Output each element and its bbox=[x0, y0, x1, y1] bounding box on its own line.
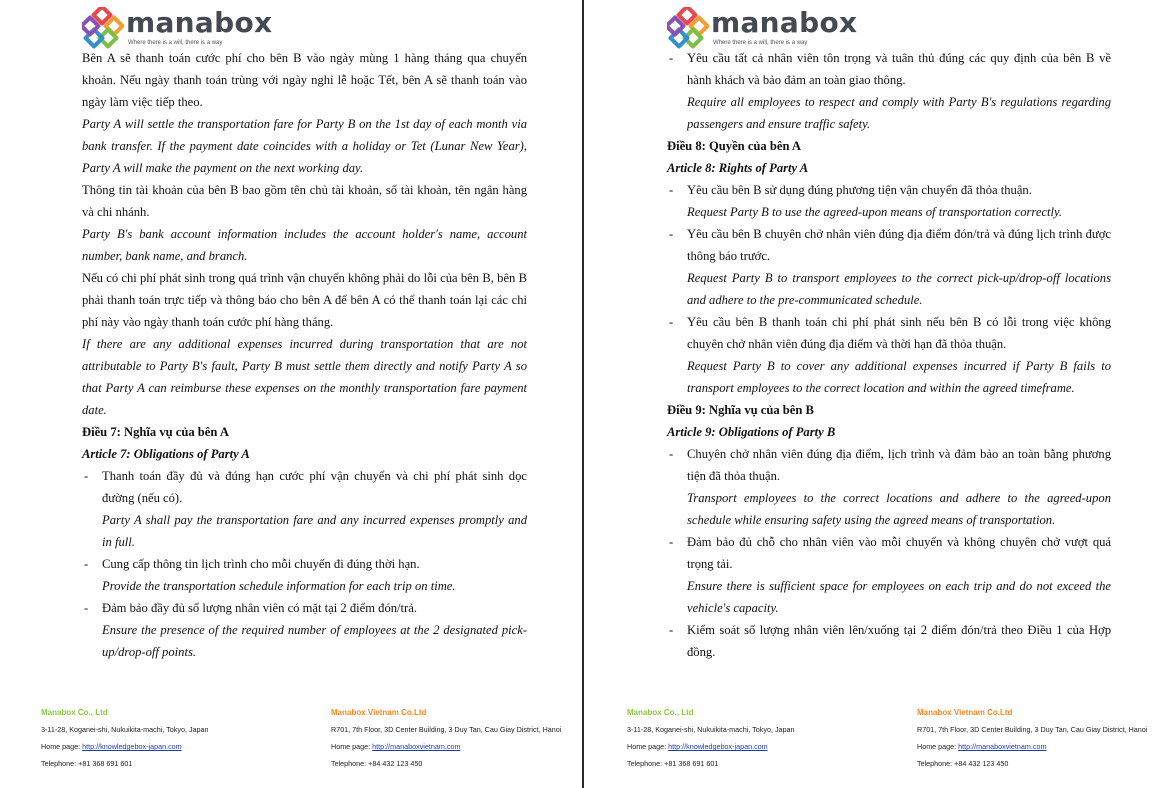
manabox-logo-icon bbox=[82, 7, 124, 49]
document-page-left bbox=[0, 0, 582, 788]
article-heading-vietnamese: Điều 7: Nghĩa vụ của bên A bbox=[82, 425, 229, 439]
list-item-vietnamese: Chuyên chở nhân viên đúng địa điểm, lịch trình và đảm bảo an toàn bằng phương tiện đã thỏa thuận. bbox=[687, 447, 1111, 483]
list-bullet-dash: - bbox=[84, 469, 89, 483]
article-heading-english: Article 7: Obligations of Party A bbox=[82, 447, 250, 461]
homepage-link[interactable]: http://manaboxvietnam.com bbox=[372, 742, 461, 751]
list-item-vietnamese: Yêu cầu tất cả nhân viên tôn trọng và tuân thủ đúng các quy định của bên B về hành khách và bảo đảm an toàn giao thông. bbox=[687, 51, 1111, 87]
logo-tagline: Where there is a will, there is a way bbox=[713, 40, 808, 46]
footer-japan-office bbox=[41, 708, 301, 776]
company-address: 3-11-28, Koganei-shi, Nukuikita-machi, Tokyo, Japan bbox=[627, 725, 795, 734]
list-item bbox=[667, 223, 1111, 311]
list-bullet-dash: - bbox=[669, 447, 674, 461]
left-page-body bbox=[82, 47, 527, 663]
manabox-logo bbox=[82, 7, 282, 49]
footer-vietnam-office bbox=[331, 708, 576, 776]
article-heading-english: Article 8: Rights of Party A bbox=[667, 161, 809, 175]
homepage-link[interactable]: http://manaboxvietnam.com bbox=[958, 742, 1047, 751]
homepage-link[interactable]: http://knowledgebox-japan.com bbox=[668, 742, 768, 751]
list-item bbox=[82, 597, 527, 663]
list-item-english: Request Party B to cover any additional expenses incurred if Party B fails to transport employees to the correct location and within the agreed timeframe. bbox=[687, 359, 1111, 395]
company-homepage bbox=[917, 742, 1157, 751]
list-item bbox=[82, 553, 527, 597]
list-item-vietnamese: Cung cấp thông tin lịch trình cho mỗi chuyến đi đúng thời hạn. bbox=[102, 557, 420, 571]
list-item-english: Provide the transportation schedule information for each trip on time. bbox=[102, 579, 456, 593]
list-item bbox=[667, 619, 1111, 663]
company-phone: Telephone: +81 368 691 601 bbox=[41, 759, 133, 768]
list-item-vietnamese: Đảm bảo đủ chỗ cho nhân viên vào mỗi chuyến và không chuyên chở vượt quá trọng tải. bbox=[687, 535, 1111, 571]
logo-wordmark: manabox bbox=[711, 6, 858, 39]
manabox-logo-icon bbox=[667, 7, 709, 49]
list-item-vietnamese: Yêu cầu bên B thanh toán chi phí phát sinh nếu bên B có lỗi trong việc không chuyên chở nhân viên đúng địa điểm và thời hạn đã thỏa thuận. bbox=[687, 315, 1111, 351]
list-item-english: Request Party B to use the agreed-upon means of transportation correctly. bbox=[687, 205, 1063, 219]
list-bullet-dash: - bbox=[669, 535, 674, 549]
list-bullet-dash: - bbox=[669, 227, 674, 241]
homepage-label: Home page: bbox=[917, 742, 959, 751]
company-homepage bbox=[627, 742, 887, 751]
paragraph-vietnamese: Nếu có chi phí phát sinh trong quá trình vận chuyển không phải do lỗi của bên B, bên B phải thanh toán trực tiếp và thông báo cho bên A để bên A có thể thanh toán lại các chi phí này vào ngày thanh toán cước phí hàng tháng. bbox=[82, 271, 527, 329]
footer-japan-office bbox=[627, 708, 887, 776]
list-bullet-dash: - bbox=[669, 315, 674, 329]
homepage-label: Home page: bbox=[331, 742, 373, 751]
footer-vietnam-office bbox=[917, 708, 1157, 776]
company-phone: Telephone: +84 432 123 450 bbox=[917, 759, 1009, 768]
paragraph-english: If there are any additional expenses incurred during transportation that are not attributable to Party B's fault, Party B must settle them directly and notify Party A so that Party A can reimburse these expenses on the monthly transportation fare payment date. bbox=[82, 337, 527, 417]
homepage-link[interactable]: http://knowledgebox-japan.com bbox=[82, 742, 182, 751]
list-item-english: Ensure the presence of the required number of employees at the 2 designated pick-up/drop-off points. bbox=[102, 623, 527, 659]
company-homepage bbox=[41, 742, 301, 751]
homepage-label: Home page: bbox=[41, 742, 83, 751]
company-phone: Telephone: +81 368 691 601 bbox=[627, 759, 719, 768]
list-item-vietnamese: Đảm bảo đầy đủ số lượng nhân viên có mặt tại 2 điểm đón/trả. bbox=[102, 601, 417, 615]
list-item-vietnamese: Thanh toán đầy đủ và đúng hạn cước phí vận chuyển và chi phí phát sinh dọc đường (nếu có). bbox=[102, 469, 527, 505]
right-page-body bbox=[667, 47, 1111, 663]
homepage-label: Home page: bbox=[627, 742, 669, 751]
list-item bbox=[667, 311, 1111, 399]
logo-wordmark: manabox bbox=[126, 6, 273, 39]
company-name: Manabox Co., Ltd bbox=[627, 708, 694, 717]
list-item-vietnamese: Yêu cầu bên B chuyên chở nhân viên đúng địa điểm đón/trả và đúng lịch trình được thông báo trước. bbox=[687, 227, 1111, 263]
company-homepage bbox=[331, 742, 576, 751]
document-page-right bbox=[584, 0, 1165, 788]
company-phone: Telephone: +84 432 123 450 bbox=[331, 759, 423, 768]
list-item bbox=[667, 179, 1111, 223]
article-heading-english: Article 9: Obligations of Party B bbox=[667, 425, 836, 439]
list-bullet-dash: - bbox=[669, 183, 674, 197]
list-bullet-dash: - bbox=[669, 623, 674, 637]
list-item bbox=[667, 443, 1111, 531]
list-bullet-dash: - bbox=[84, 557, 89, 571]
manabox-logo bbox=[667, 7, 867, 49]
list-item-english: Ensure there is sufficient space for employees on each trip and do not exceed the vehicle's capacity. bbox=[687, 579, 1111, 615]
list-item bbox=[667, 47, 1111, 135]
company-name: Manabox Vietnam Co.Ltd bbox=[917, 708, 1013, 717]
list-item-english: Party A shall pay the transportation fare and any incurred expenses promptly and in full. bbox=[102, 513, 527, 549]
list-item-vietnamese: Kiểm soát số lượng nhân viên lên/xuống tại 2 điểm đón/trả theo Điều 1 của Hợp đồng. bbox=[687, 623, 1111, 659]
list-item-english: Require all employees to respect and comply with Party B's regulations regarding passengers and ensure traffic safety. bbox=[687, 95, 1111, 131]
list-item bbox=[82, 465, 527, 553]
logo-tagline: Where there is a will, there is a way bbox=[128, 40, 223, 46]
paragraph-vietnamese: Bên A sẽ thanh toán cước phí cho bên B vào ngày mùng 1 hàng tháng qua chuyển khoản. Nếu ngày thanh toán trùng với ngày nghỉ lễ hoặc Tết, bên A sẽ thanh toán vào ngày làm việc tiếp theo. bbox=[82, 51, 527, 109]
list-bullet-dash: - bbox=[84, 601, 89, 615]
company-address: 3-11-28, Koganei-shi, Nukuikita-machi, Tokyo, Japan bbox=[41, 725, 209, 734]
company-address: R701, 7th Floor, 3D Center Building, 3 Duy Tan, Cau Giay District, Hanoi bbox=[917, 725, 1148, 734]
paragraph-english: Party B's bank account information includes the account holder's name, account number, bank name, and branch. bbox=[82, 227, 527, 263]
list-item-english: Request Party B to transport employees to the correct pick-up/drop-off locations and adhere to the pre-communicated schedule. bbox=[687, 271, 1111, 307]
list-bullet-dash: - bbox=[669, 51, 674, 65]
article-heading-vietnamese: Điều 8: Quyền của bên A bbox=[667, 139, 801, 153]
company-name: Manabox Vietnam Co.Ltd bbox=[331, 708, 427, 717]
list-item-english: Transport employees to the correct locations and adhere to the agreed-upon schedule while ensuring safety using the agreed means of transportation. bbox=[687, 491, 1111, 527]
list-item-vietnamese: Yêu cầu bên B sử dụng đúng phương tiện vận chuyển đã thỏa thuận. bbox=[687, 183, 1032, 197]
company-address: R701, 7th Floor, 3D Center Building, 3 Duy Tan, Cau Giay District, Hanoi bbox=[331, 725, 562, 734]
article-heading-vietnamese: Điều 9: Nghĩa vụ của bên B bbox=[667, 403, 814, 417]
company-name: Manabox Co., Ltd bbox=[41, 708, 108, 717]
paragraph-english: Party A will settle the transportation fare for Party B on the 1st day of each month via bank transfer. If the payment date coincides with a holiday or Tet (Lunar New Year), Party A will make the payment on the next working day. bbox=[82, 117, 527, 175]
list-item bbox=[667, 531, 1111, 619]
paragraph-vietnamese: Thông tin tài khoản của bên B bao gồm tên chủ tài khoản, số tài khoản, tên ngân hàng và chi nhánh. bbox=[82, 183, 527, 219]
